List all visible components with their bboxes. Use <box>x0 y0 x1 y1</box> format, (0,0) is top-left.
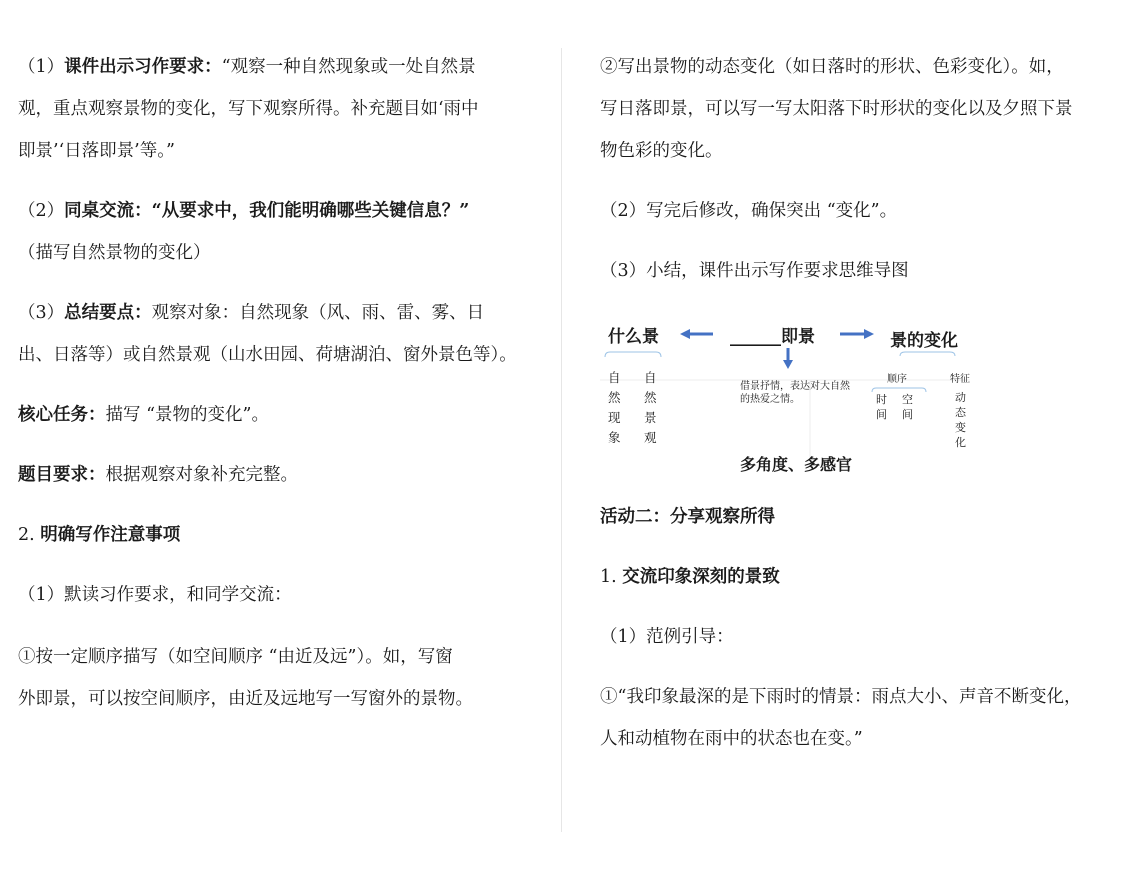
para-bold-label: 课件出示习作要求： <box>64 57 222 77</box>
para-prefix: （2） <box>18 201 65 221</box>
left-para-5 <box>18 454 298 496</box>
para-bold-label: 同桌交流：“从要求中，我们能明确哪些关键信息？” <box>64 201 470 221</box>
para-prefix: 2. <box>18 525 41 545</box>
mind-map-change: 景的变化 <box>890 331 958 351</box>
left-para-1-line3: 即景’‘日落即景’等。” <box>18 141 175 161</box>
left-para-3 <box>18 292 484 334</box>
para-prefix: （3） <box>18 303 65 323</box>
mind-map-space: 空间 <box>902 393 913 421</box>
right-para-2: （2）写完后修改，确保突出 “变化”。 <box>600 201 898 221</box>
right-para-4 <box>600 496 775 538</box>
mind-map-feature: 特征 <box>950 374 970 385</box>
left-arrow-icon <box>680 329 690 339</box>
mind-map-nature-phenomenon: 自然现象 <box>608 370 621 445</box>
right-para-7-line2: 人和动植物在雨中的状态也在变。” <box>600 729 863 749</box>
para-bold-label: 明确写作注意事项 <box>40 525 181 545</box>
right-para-7: ①“我印象最深的是下雨时的情景：雨点大小、声音不断变化， <box>600 687 1082 707</box>
mind-map-nature-landscape: 自然景观 <box>644 370 657 445</box>
left-para-1 <box>18 46 476 88</box>
para-bold-label: 题目要求： <box>18 465 106 485</box>
down-arrow-icon <box>783 360 793 369</box>
left-para-4 <box>18 394 269 436</box>
right-para-1-line2: 写日落即景，可以写一写太阳落下时形状的变化以及夕照下景 <box>600 99 1073 119</box>
para-bold-label: 交流印象深刻的景致 <box>622 567 780 587</box>
para-bold-label: 核心任务： <box>18 405 106 425</box>
left-para-2-line2: （描写自然景物的变化） <box>18 243 211 263</box>
left-para-1-line2: 观，重点观察景物的变化，写下观察所得。补充题目如‘雨中 <box>18 99 479 119</box>
para-text: 根据观察对象补充完整。 <box>105 465 298 485</box>
mind-map-dynamic: 动态变化 <box>955 391 966 449</box>
para-bold-label: 活动二：分享观察所得 <box>600 507 775 527</box>
writing-mind-map <box>600 312 980 482</box>
column-divider <box>561 48 562 832</box>
mind-map-emotion: 借景抒情，表达对大自然的热爱之情。 <box>740 381 850 405</box>
mind-map-center: ______即景 <box>730 327 815 347</box>
right-para-1-line3: 物色彩的变化。 <box>600 141 723 161</box>
para-bold-label: 总结要点： <box>64 303 152 323</box>
para-text: 描写 “景物的变化”。 <box>105 405 269 425</box>
right-para-1: ②写出景物的动态变化（如日落时的形状、色彩变化）。如， <box>600 57 1064 77</box>
right-para-3: （3）小结，课件出示写作要求思维导图 <box>600 261 909 281</box>
mind-map-what: 什么景 <box>608 327 659 347</box>
left-para-6 <box>18 514 180 556</box>
left-para-3-line2: 出、日落等）或自然景观（山水田园、荷塘湖泊、窗外景色等）。 <box>18 345 517 365</box>
right-para-5 <box>600 556 780 598</box>
para-text: 观察对象：自然现象（风、雨、雷、雾、日 <box>151 303 485 323</box>
left-para-8: ①按一定顺序描写（如空间顺序 “由近及远”）。如，写窗 <box>18 647 453 667</box>
mind-map-order: 顺序 <box>887 374 907 385</box>
para-prefix: 1. <box>600 567 623 587</box>
right-para-6: （1）范例引导： <box>600 627 734 647</box>
left-para-7: （1）默读习作要求，和同学交流： <box>18 585 292 605</box>
para-prefix: （1） <box>18 57 65 77</box>
left-para-8-line2: 外即景，可以按空间顺序，由近及远地写一写窗外的景物。 <box>18 689 473 709</box>
mind-map-angles: 多角度、多感官 <box>740 455 853 474</box>
left-para-2 <box>18 190 469 232</box>
mind-map-time: 时间 <box>876 393 887 421</box>
right-arrow-icon <box>864 329 874 339</box>
para-text: “观察一种自然现象或一处自然景 <box>221 57 476 77</box>
